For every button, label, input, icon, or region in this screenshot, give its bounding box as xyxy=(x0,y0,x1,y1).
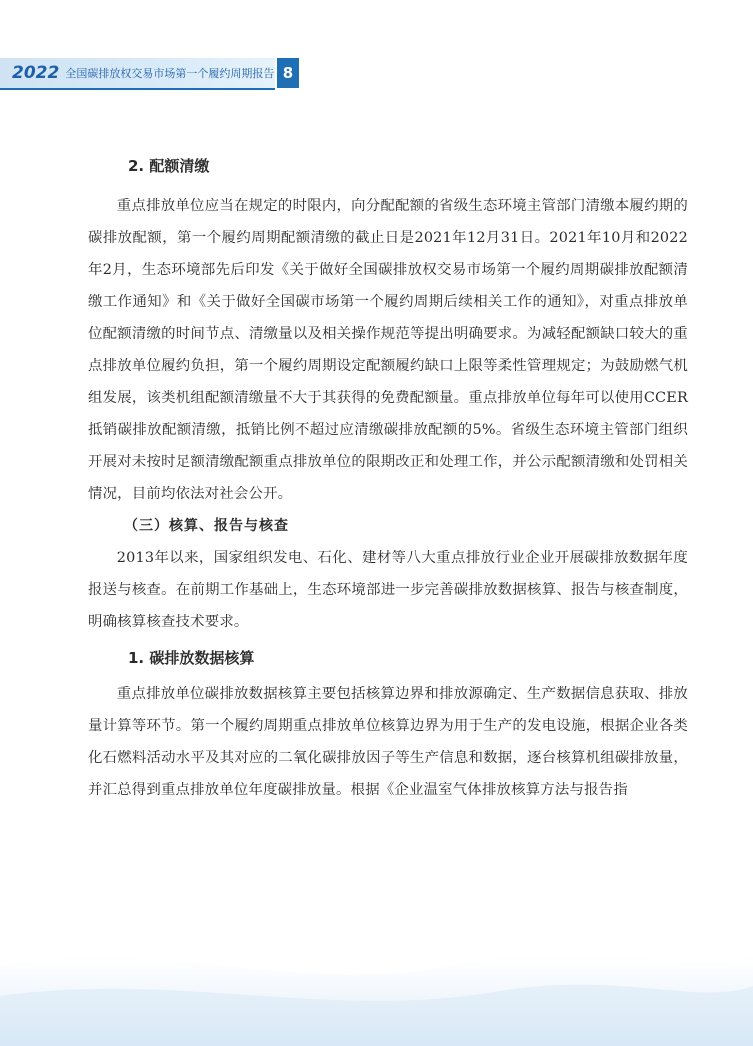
page-number: 8 xyxy=(277,58,299,88)
page-header xyxy=(0,58,300,88)
header-title: 全国碳排放权交易市场第一个履约周期报告 xyxy=(65,67,275,80)
paragraph: 重点排放单位碳排放数据核算主要包括核算边界和排放源确定、生产数据信息获取、排放量计算等环节。第一个履约周期重点排放单位核算边界为用于生产的发电设施，根据企业各类化石燃料活动水平及其对应的二氧化碳排放因子等生产信息和数据，逐台核算机组碳排放量，并汇总得到重点排放单位年度碳排放量。根据《企业温室气体排放核算方法与报告指 xyxy=(88,686,688,798)
paragraph: 2013年以来，国家组织发电、石化、建材等八大重点排放行业企业开展碳排放数据年度报送与核查。在前期工作基础上，生态环境部进一步完善碳排放数据核算、报告与核查制度，明确核算核查技术要求。 xyxy=(88,550,688,630)
paragraph: 重点排放单位应当在规定的时限内，向分配配额的省级生态环境主管部门清缴本履约期的碳排放配额，第一个履约周期配额清缴的截止日是2021年12月31日。2021年10月和2022年2月，生态环境部先后印发《关于做好全国碳排放权交易市场第一个履约周期碳排放配额清缴工作通知》和《关于做好全国碳市场第一个履约周期后续相关工作的通知》，对重点排放单位配额清缴的时间节点、清缴量以及相关操作规范等提出明确要求。为减轻配额缺口较大的重点排放单位履约负担，第一个履约周期设定配额履约缺口上限等柔性管理规定；为鼓励燃气机组发展，该类机组配额清缴量不大于其获得的免费配额量。重点排放单位每年可以使用CCER抵销碳排放配额清缴，抵销比例不超过应清缴碳排放配额的5%。省级生态环境主管部门组织开展对未按时足额清缴配额重点排放单位的限期改正和处理工作，并公示配额清缴和处罚相关情况，目前均依法对社会公开。 xyxy=(88,198,688,502)
subheading-emission-accounting: 1. 碳排放数据核算 xyxy=(128,649,255,667)
header-year: 2022 xyxy=(12,63,60,83)
page-content xyxy=(88,150,688,806)
bottom-wave-decoration xyxy=(0,926,753,1046)
section-heading-accounting: （三）核算、报告与核查 xyxy=(124,518,289,534)
subheading-quota-surrender: 2. 配额清缴 xyxy=(128,157,210,175)
